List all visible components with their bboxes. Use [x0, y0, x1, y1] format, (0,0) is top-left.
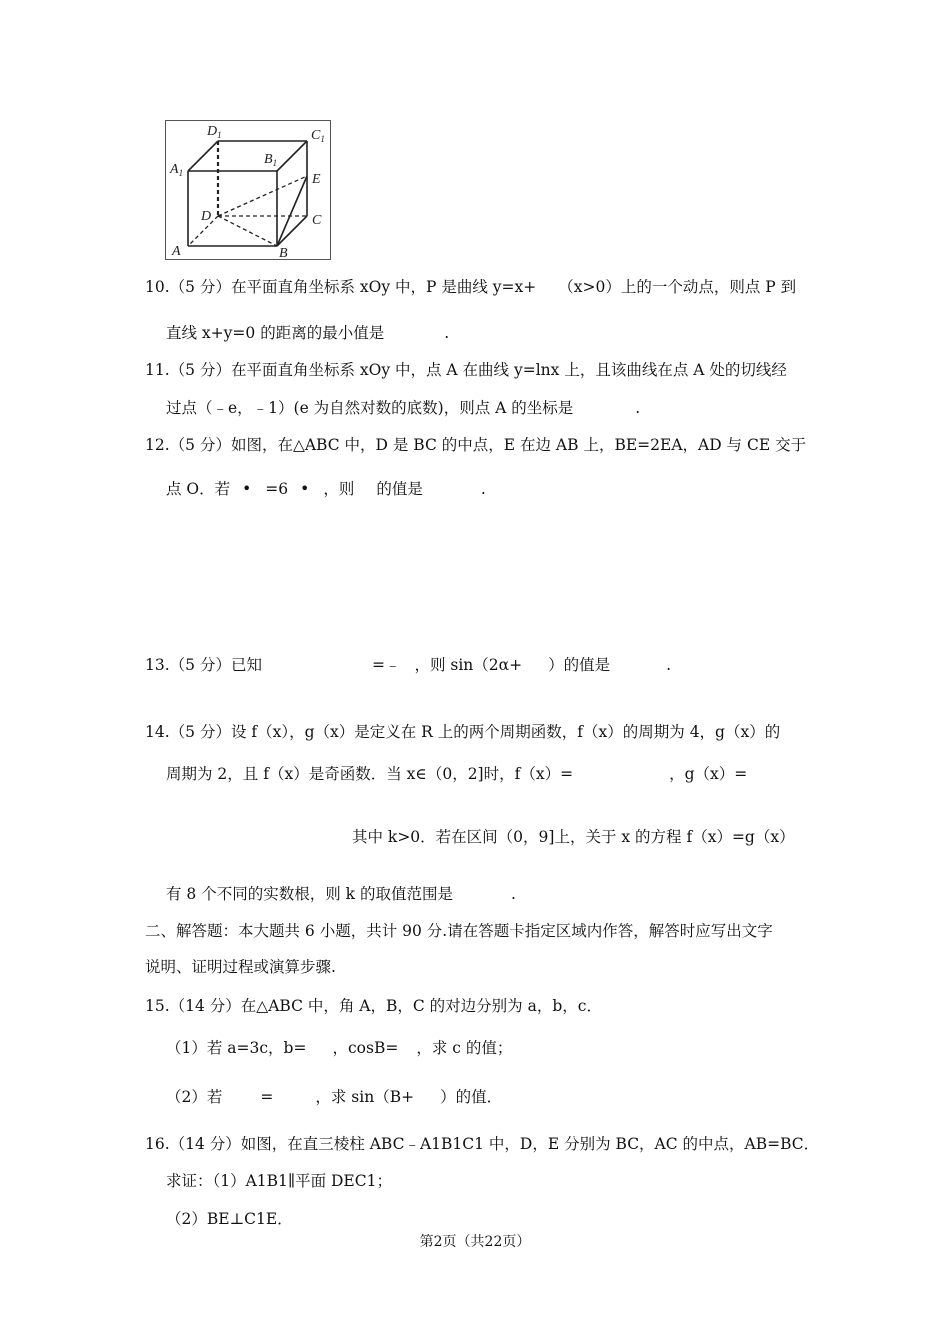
q14-line4: [166, 883, 516, 905]
q15-p1-b: ，cosB=: [332, 1039, 399, 1057]
label-d: D: [201, 209, 212, 224]
q11-text-a: 过点（﹣e，﹣1）(e 为自然对数的底数)，则点 A 的坐标是: [166, 399, 574, 417]
label-a: A: [172, 244, 181, 259]
q11-text-b: .: [635, 399, 641, 417]
q14-text-d: .: [510, 885, 516, 903]
q14-line1: 14.（5 分）设 f（x），g（x）是定义在 R 上的两个周期函数，f（x）的周期为 4，g（x）的: [145, 723, 781, 741]
q16-part2: （2）BE⊥C1E．: [166, 1210, 293, 1228]
label-c: C: [312, 213, 322, 228]
q10-text-d: .: [444, 324, 450, 342]
q15-p2-a: （2）若: [166, 1088, 223, 1106]
page-footer: 第2页（共22页）: [419, 1234, 531, 1250]
q14-line3: 其中 k>0．若在区间（0，9]上，关于 x 的方程 f（x）=g（x）: [352, 828, 795, 846]
q15-stem: 15.（14 分）在△ABC 中，角 A，B，C 的对边分别为 a，b，c．: [145, 997, 602, 1015]
label-b1: $B_1$: [264, 152, 278, 168]
q10-text-c: 直线 x+y=0 的距离的最小值是: [166, 324, 385, 342]
q11-line1: 11.（5 分）在平面直角坐标系 xOy 中，点 A 在曲线 y=lnx 上，且该曲线在点 A 处的切线经: [145, 361, 787, 379]
q10-text-a: 10.（5 分）在平面直角坐标系 xOy 中，P 是曲线 y=x+: [145, 278, 537, 296]
q13-text-e: .: [666, 656, 672, 674]
q13-text-b: =﹣: [371, 656, 401, 674]
segment-d-e: [218, 176, 307, 216]
q10-text-b: （x>0）上的一个动点，则点 P 到: [558, 278, 797, 296]
segment-b-e: [277, 176, 307, 246]
q12-line1: 12.（5 分）如图，在△ABC 中，D 是 BC 的中点，E 在边 AB 上，BE=2EA，AD 与 CE 交于: [145, 436, 807, 454]
q13-line: [145, 654, 671, 676]
section2-line2: 说明、证明过程或演算步骤.: [145, 958, 336, 976]
section2-line1: 二、解答题：本大题共 6 小题，共计 90 分.请在答题卡指定区域内作答，解答时应写出文字: [145, 922, 773, 940]
q11-line2: [166, 397, 640, 419]
q12-text-a: 点 O．若: [166, 480, 231, 498]
q15-p1-a: （1）若 a=3c，b=: [166, 1039, 307, 1057]
q12-text-e: ，则: [323, 480, 355, 498]
q12-dot-2: •: [300, 480, 310, 498]
segment-d-b: [218, 216, 277, 246]
q15-p2-d: ）的值．: [440, 1088, 503, 1106]
label-c1: $C_1$: [311, 128, 325, 144]
q13-text-d: ）的值是: [548, 656, 611, 674]
cube-figure: [165, 120, 331, 260]
q15-part1: [166, 1037, 512, 1059]
q12-text-g: .: [480, 480, 486, 498]
q15-p1-c: ，求 c 的值；: [416, 1039, 513, 1057]
label-e: E: [312, 172, 321, 187]
q14-line2: [166, 763, 747, 785]
q13-text-a: 13.（5 分）已知: [145, 656, 262, 674]
q10-line1: [145, 276, 796, 298]
q12-text-c: =6: [265, 480, 289, 498]
q14-text-b: ，g（x）=: [669, 765, 748, 783]
edge-a1-d1: [188, 141, 218, 171]
q13-text-c: ，则 sin（2α+: [414, 656, 523, 674]
q12-line2: [166, 478, 486, 500]
q15-part2: [166, 1086, 502, 1108]
label-b: B: [279, 246, 288, 261]
edge-b-c: [277, 216, 307, 246]
q12-dot-1: •: [242, 480, 252, 498]
label-d1: $D_1$: [207, 124, 222, 140]
cube-diagram: [166, 121, 332, 261]
label-a1: $A_1$: [170, 162, 184, 178]
q10-line2: [166, 322, 449, 344]
q15-p2-c: ，求 sin（B+: [315, 1088, 415, 1106]
q16-part1: 求证：（1）A1B1∥平面 DEC1；: [166, 1172, 392, 1190]
q12-text-f: 的值是: [376, 480, 423, 498]
q14-text-c: 有 8 个不同的实数根，则 k 的取值范围是: [166, 885, 453, 903]
q15-p2-b: =: [260, 1088, 274, 1106]
q16-stem: 16.（14 分）如图，在直三棱柱 ABC﹣A1B1C1 中，D，E 分别为 BC，AC 的中点，AB=BC．: [145, 1135, 820, 1153]
q14-text-a: 周期为 2，且 f（x）是奇函数．当 x∈（0，2]时，f（x）=: [166, 765, 574, 783]
edge-b1-c1: [277, 141, 307, 171]
